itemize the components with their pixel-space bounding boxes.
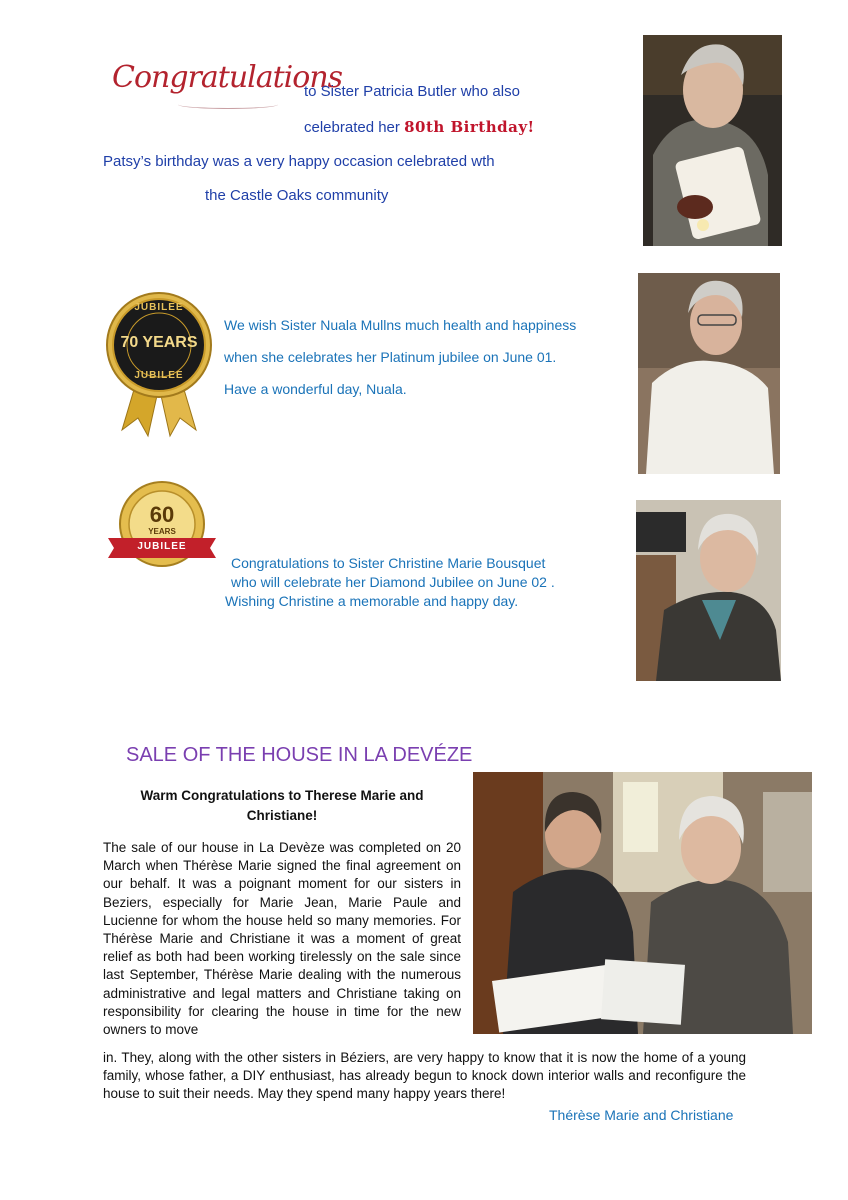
jubilee-70-line-1: We wish Sister Nuala Mullns much health and happiness: [224, 317, 577, 333]
jubilee-60-line-3: Wishing Christine a memorable and happy day.: [225, 593, 519, 609]
congratulations-logo-text: Congratulations: [112, 60, 343, 95]
jubilee-60-badge: [106, 480, 218, 580]
photo-therese-and-christiane: [473, 772, 812, 1034]
jubilee-70-line-2: when she celebrates her Platinum jubilee on June 01.: [224, 349, 557, 365]
jubilee-60-badge-years: YEARS: [148, 527, 176, 536]
photo-sister-patricia-illustration: [643, 35, 782, 246]
jubilee-70-badge-top: JUBILEE: [134, 302, 184, 313]
birthday-highlight: 80th Birthday!: [404, 118, 535, 136]
photo-sister-christine-illustration: [636, 500, 781, 681]
congratulations-logo: [108, 56, 343, 118]
photo-sister-nuala: [638, 273, 780, 474]
birthday-line-3: Patsy’s birthday was a very happy occasion celebrated wth: [103, 153, 495, 170]
sale-subtitle: Warm Congratulations to Therese Marie and Christiane!: [140, 788, 424, 823]
jubilee-70-badge-main: 70 YEARS: [120, 334, 198, 351]
sale-title: SALE OF THE HOUSE IN LA DEVÉZE: [126, 744, 473, 766]
jubilee-60-line-1: Congratulations to Sister Christine Marie Bousquet: [231, 555, 546, 571]
photo-sister-patricia: [643, 35, 782, 246]
jubilee-60-line-2: who will celebrate her Diamond Jubilee on June 02 .: [231, 574, 555, 590]
logo-swirl: [178, 100, 278, 109]
photo-therese-and-christiane-illustration: [473, 772, 812, 1034]
birthday-line-2: [304, 118, 535, 137]
birthday-line-2-prefix: celebrated her: [304, 119, 405, 136]
jubilee-70-badge-bottom: JUBILEE: [134, 370, 184, 381]
photo-sister-christine: [636, 500, 781, 681]
jubilee-60-badge-ribbon: JUBILEE: [137, 541, 187, 552]
jubilee-70-badge: [104, 290, 214, 438]
sale-body-wide: in. They, along with the other sisters in Béziers, are very happy to know that it is now the home of a young family, whose father, a DIY enthusiast, has already begun to knock down interior walls and reconfigure the house to suit their needs. May they spend many happy years there!: [103, 1050, 746, 1102]
jubilee-60-badge-number: 60: [149, 502, 175, 527]
sale-signature: Thérèse Marie and Christiane: [549, 1107, 734, 1123]
sale-body-narrow: The sale of our house in La Devèze was completed on 20 March when Thérèse Marie signed the final agreement on our behalf. It was a poignant moment for our sisters in Beziers, especially for Marie Jean, Marie Paule and Lucienne for whom the house held so many memories. For Thérèse Marie and Christiane it was a moment of great relief as both had been working tirelessly on the sale since last September, Thérèse Marie dealing with the numerous administrative and legal matters and Christiane taking on responsibility for clearing the house in time for the new owners to move: [103, 840, 461, 1038]
photo-sister-nuala-illustration: [638, 273, 780, 474]
birthday-line-1: to Sister Patricia Butler who also: [304, 83, 520, 100]
jubilee-70-line-3: Have a wonderful day, Nuala.: [224, 381, 407, 397]
birthday-line-4: the Castle Oaks community: [205, 187, 389, 204]
